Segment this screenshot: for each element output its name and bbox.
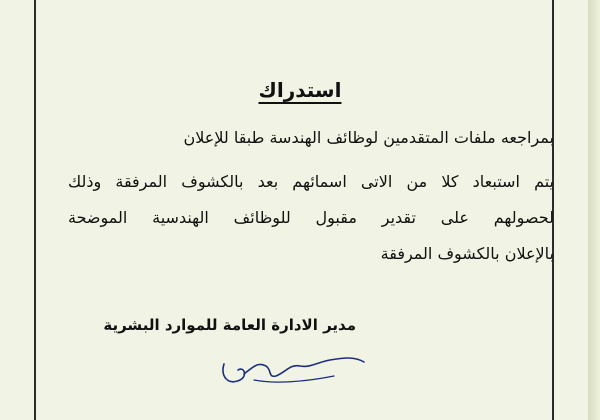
paper-edge [588,0,600,420]
body-line-3: لحصولهم على تقدير مقبول للوظائف الهندسية الموضحة [68,208,554,227]
signatory-title: مدير الادارة العامة للموارد البشرية [103,316,356,334]
handwritten-signature [214,336,374,396]
body-line-4: بالإعلان بالكشوف المرفقة [380,244,554,263]
body-line-2: يتم استبعاد كلا من الاتى اسمائهم بعد بالكشوف المرفقة وذلك [68,172,554,191]
document-title: استدراك [258,78,342,102]
body-line-1: بمراجعه ملفات المتقدمين لوظائف الهندسة طبقا للإعلان [183,128,554,147]
